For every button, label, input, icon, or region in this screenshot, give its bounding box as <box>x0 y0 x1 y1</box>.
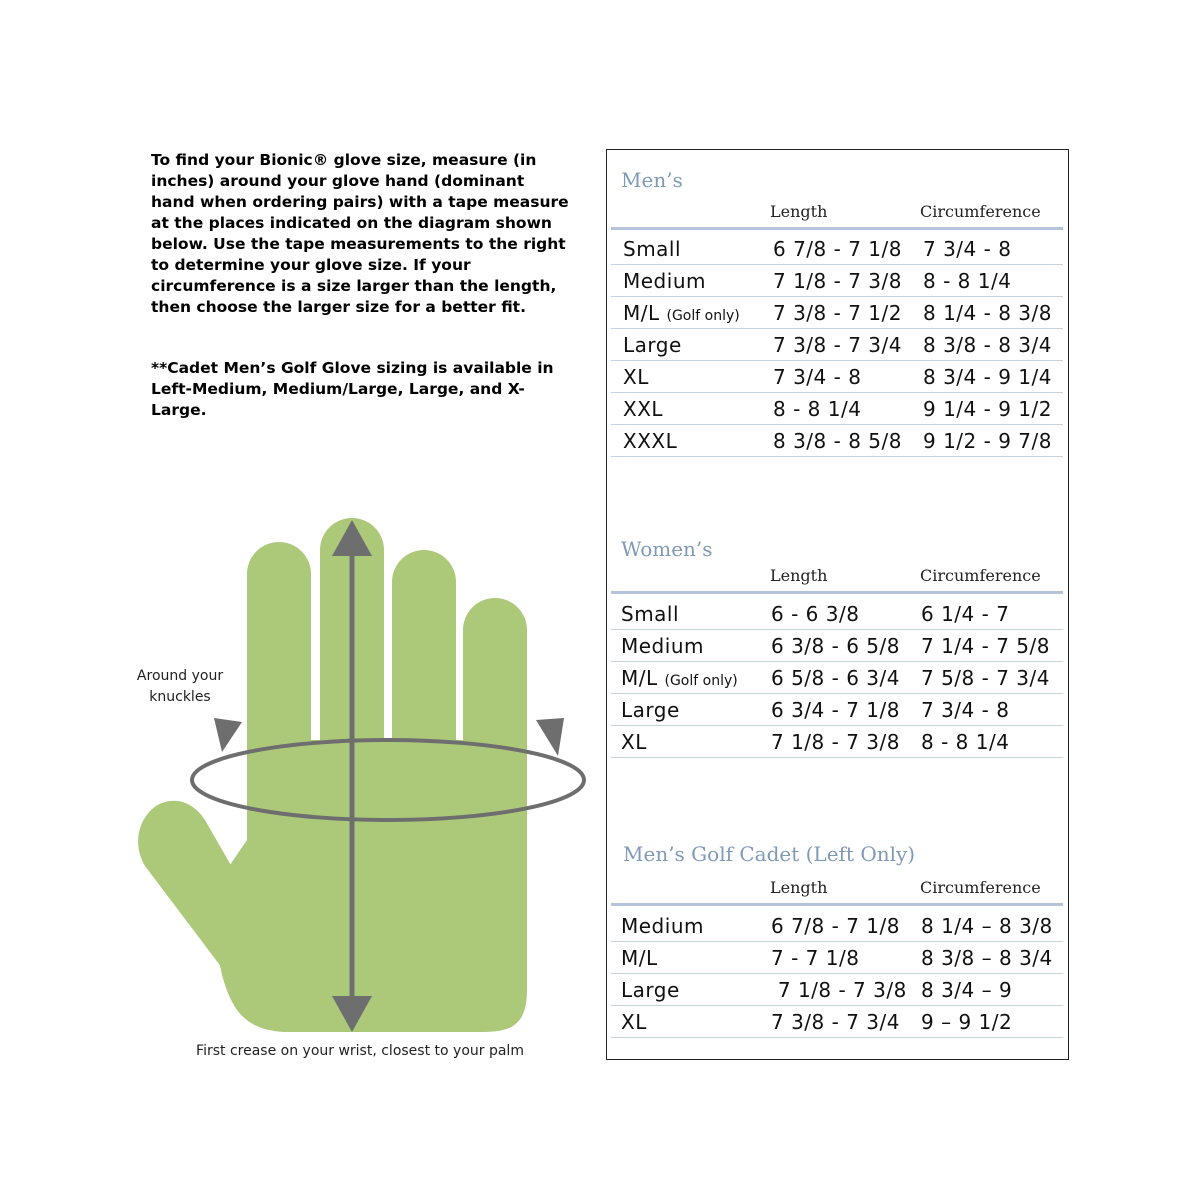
size-cell: Small <box>623 237 682 261</box>
hand-illustration <box>138 518 527 1032</box>
sizing-instructions <box>151 150 571 421</box>
circumference-cell: 9 – 9 1/2 <box>921 1010 1013 1034</box>
table-row <box>611 662 1063 694</box>
circumference-cell: 9 1/4 - 9 1/2 <box>923 397 1052 421</box>
womens-length-header: Length <box>770 566 828 585</box>
table-row <box>611 942 1063 974</box>
knuckles-label: Around your knuckles <box>136 668 224 705</box>
table-row <box>611 630 1063 662</box>
circumference-cell: 6 1/4 - 7 <box>921 602 1010 626</box>
table-row <box>611 694 1063 726</box>
circumference-cell: 8 1/4 – 8 3/8 <box>921 914 1053 938</box>
wrist-crease-label: First crease on your wrist, closest to your palm <box>196 1043 524 1059</box>
size-cell: Large <box>623 333 682 357</box>
table-row <box>611 265 1063 297</box>
length-cell: 6 7/8 - 7 1/8 <box>771 914 900 938</box>
length-cell: 7 3/4 - 8 <box>773 365 862 389</box>
length-cell: 7 3/8 - 7 1/2 <box>773 301 902 325</box>
mens-circumference-header: Circumference <box>920 202 1041 221</box>
size-cell: Large <box>621 698 680 722</box>
size-cell: M/L (Golf only) <box>621 666 738 690</box>
size-cell: XXXL <box>623 429 678 453</box>
size-cell: XXL <box>623 397 664 421</box>
circumference-cell: 8 - 8 1/4 <box>923 269 1012 293</box>
instructions-main: To find your Bionic® glove size, measure (in inches) around your glove hand (dominant hand when ordering pairs) with a tape measure at the places indicated on the diagram shown below. Use the tape measurements to the right to determine your glove size. If your circumference is a size larger than the length, then choose the larger size for a better fit. <box>151 151 569 316</box>
cadet-header-rule <box>611 903 1063 906</box>
size-cell: Medium <box>621 634 704 658</box>
length-cell: 6 3/4 - 7 1/8 <box>771 698 900 722</box>
womens-header-rule <box>611 591 1063 594</box>
size-cell: XL <box>623 365 649 389</box>
circumference-cell: 8 3/4 - 9 1/4 <box>923 365 1052 389</box>
circumference-cell: 8 3/8 - 8 3/4 <box>923 333 1052 357</box>
table-row <box>611 425 1063 457</box>
length-cell: 7 3/8 - 7 3/4 <box>773 333 902 357</box>
cadet-circumference-header: Circumference <box>920 878 1041 897</box>
length-cell: 6 - 6 3/8 <box>771 602 860 626</box>
size-cell: Medium <box>623 269 706 293</box>
length-cell: 8 3/8 - 8 5/8 <box>773 429 902 453</box>
circumference-cell: 8 3/4 – 9 <box>921 978 1013 1002</box>
circumference-cell: 7 3/4 - 8 <box>921 698 1010 722</box>
cadet-sizing-note: **Cadet Men’s Golf Glove sizing is available in Left-Medium, Medium/Large, Large, and X-Large. <box>151 359 554 419</box>
mens-length-header: Length <box>770 202 828 221</box>
size-cell: XL <box>621 730 647 754</box>
womens-circumference-header: Circumference <box>920 566 1041 585</box>
size-cell: Small <box>621 602 680 626</box>
circumference-cell: 8 1/4 - 8 3/8 <box>923 301 1052 325</box>
table-row <box>611 329 1063 361</box>
cadet-table-title: Men’s Golf Cadet (Left Only) <box>623 842 916 866</box>
table-row <box>611 726 1063 758</box>
circumference-cell: 8 3/8 – 8 3/4 <box>921 946 1053 970</box>
size-cell: Large <box>621 978 680 1002</box>
length-cell: 6 5/8 - 6 3/4 <box>771 666 900 690</box>
table-row <box>611 598 1063 630</box>
length-cell: 7 1/8 - 7 3/8 <box>771 730 900 754</box>
length-cell: 8 - 8 1/4 <box>773 397 862 421</box>
mens-header-rule <box>611 227 1063 230</box>
mens-table-title: Men’s <box>621 168 683 192</box>
length-cell: 6 7/8 - 7 1/8 <box>773 237 902 261</box>
length-cell: 6 3/8 - 6 5/8 <box>771 634 900 658</box>
size-cell: M/L <box>621 946 658 970</box>
womens-table-title: Women’s <box>621 537 713 561</box>
length-cell: 7 1/8 - 7 3/8 <box>771 978 907 1002</box>
circumference-cell: 7 1/4 - 7 5/8 <box>921 634 1050 658</box>
length-cell: 7 1/8 - 7 3/8 <box>773 269 902 293</box>
table-row <box>611 233 1063 265</box>
circumference-cell: 7 3/4 - 8 <box>923 237 1012 261</box>
circumference-cell: 9 1/2 - 9 7/8 <box>923 429 1052 453</box>
table-row <box>611 1006 1063 1038</box>
size-cell: Medium <box>621 914 704 938</box>
cadet-length-header: Length <box>770 878 828 897</box>
size-chart-panel <box>606 149 1069 1060</box>
table-row <box>611 974 1063 1006</box>
size-cell: XL <box>621 1010 647 1034</box>
table-row <box>611 393 1063 425</box>
length-cell: 7 3/8 - 7 3/4 <box>771 1010 900 1034</box>
circumference-cell: 8 - 8 1/4 <box>921 730 1010 754</box>
length-cell: 7 - 7 1/8 <box>771 946 860 970</box>
circumference-cell: 7 5/8 - 7 3/4 <box>921 666 1050 690</box>
table-row <box>611 910 1063 942</box>
table-row <box>611 361 1063 393</box>
table-row <box>611 297 1063 329</box>
size-cell: M/L (Golf only) <box>623 301 740 325</box>
hand-measurement-diagram <box>110 500 600 1080</box>
